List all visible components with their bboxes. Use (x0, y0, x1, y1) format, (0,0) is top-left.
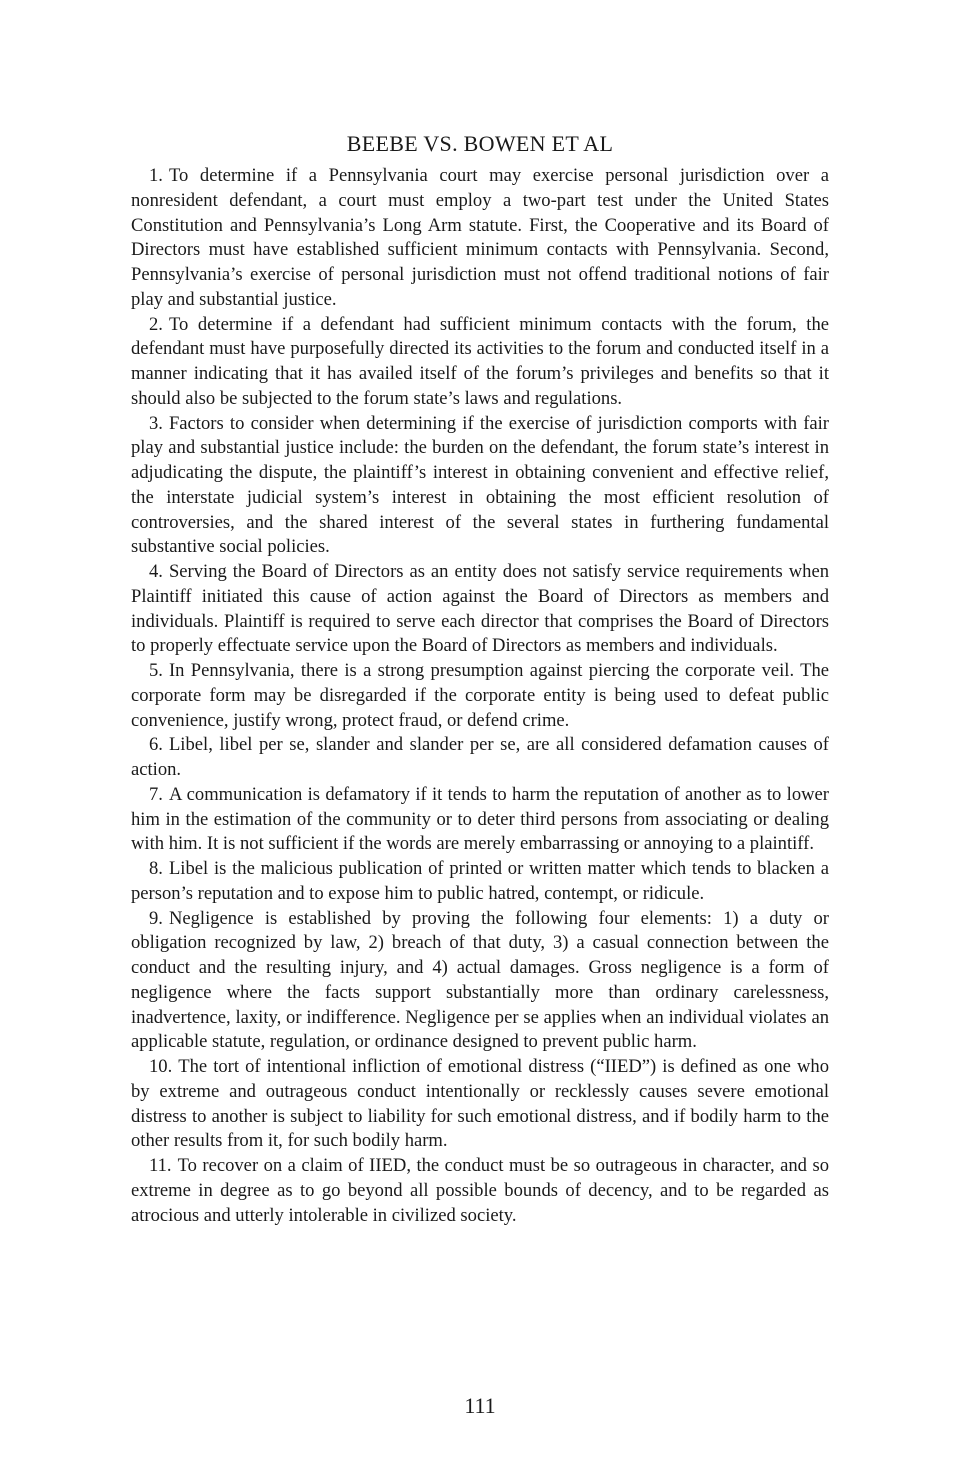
headnote-number: 10. (149, 1056, 173, 1077)
headnote-11 (131, 1154, 829, 1228)
headnote-text: A communication is defamatory if it tends to harm the reputation of another as to lower him in the estimation of the community or to deter third persons from associating or dealing with him. It is not sufficient if the words are merely embarrassing or annoying to a plaintiff. (131, 783, 829, 855)
headnote-4 (131, 560, 829, 659)
page-number: 111 (464, 1393, 496, 1418)
headnote-number: 8. (149, 858, 163, 879)
headnote-number: 9. (149, 907, 163, 929)
headnote-number: 1. (149, 165, 163, 186)
headnote-number: 7. (149, 783, 163, 805)
headnote-number: 11. (149, 1155, 172, 1176)
headnotes-list (131, 164, 829, 1228)
headnote-text: Libel is the malicious publication of printed or written matter which tends to blacken a person’s reputation and to expose him to public hatred, contempt, or ridicule. (131, 858, 829, 904)
headnote-10 (131, 1055, 829, 1154)
headnote-text: To determine if a Pennsylvania court may exercise personal jurisdiction over a nonresident defendant, a court must employ a two-part test under the United States Constitution and Pennsylvania’s Long Arm statute. First, the Cooperative and its Board of Directors must have established sufficient minimum contacts with Pennsylvania. Second, Pennsylvania’s exercise of personal jurisdiction must not offend traditional notions of fair play and substantial justice. (131, 165, 829, 310)
headnote-text: In Pennsylvania, there is a strong presumption against piercing the corporate veil. The corporate form may be disregarded if the corporate entity is being used to defeat public convenience, justify wrong, protect fraud, or defend crime. (131, 660, 829, 731)
headnote-text: Negligence is established by proving the following four elements: 1) a duty or obligation recognized by law, 2) breach of that duty, 3) a casual connection between the conduct and the resulting injury, and 4) actual damages. Gross negligence is a form of negligence where the facts support substantially more than ordinary carelessness, inadvertence, laxity, or indifference. Negligence per se applies when an individual violates an applicable statute, regulation, or ordinance designed to prevent public harm. (131, 907, 829, 1053)
headnote-text: The tort of intentional infliction of emotional distress (“IIED”) is defined as one who by extreme and outrageous conduct intentionally or recklessly causes severe emotional distress to another is subject to liability for such emotional distress, and if bodily harm to the other results from it, for such bodily harm. (131, 1056, 829, 1152)
headnote-6 (131, 733, 829, 783)
headnote-number: 2. (149, 313, 163, 335)
headnote-number: 3. (149, 412, 163, 434)
headnote-text: To recover on a claim of IIED, the conduct must be so outrageous in character, and so extreme in degree as to go beyond all possible bounds of decency, and to be regarded as atrocious and utterly intolerable in civilized society. (131, 1155, 829, 1226)
headnote-text: Factors to consider when determining if the exercise of jurisdiction comports with fair play and substantial justice include: the burden on the defendant, the forum state’s interest in adjudicating the dispute, the plaintiff’s interest in obtaining convenient and effective relief, the interstate judicial system’s interest in obtaining the most efficient resolution of controversies, and the shared interest of the several states in furthering fundamental substantive social policies. (131, 412, 829, 558)
headnote-7 (131, 783, 829, 857)
headnote-text: Serving the Board of Directors as an entity does not satisfy service requirements when Plaintiff initiated this cause of action against the Board of Directors as members and individuals. Plaintiff is required to serve each director that comprises the Board of Directors to properly effectuate service upon the Board of Directors as members and individuals. (131, 561, 829, 657)
headnote-8 (131, 857, 829, 907)
headnote-2 (131, 313, 829, 412)
headnote-text: Libel, libel per se, slander and slander per se, are all considered defamation causes of action. (131, 734, 829, 780)
headnote-text: To determine if a defendant had sufficient minimum contacts with the forum, the defendant must have purposefully directed its activities to the forum and conducted itself in a manner indicating that it has availed itself of the forum’s privileges and benefits so that it should also be subjected to the forum state’s laws and regulations. (131, 313, 829, 409)
running-head: BEEBE VS. BOWEN ET AL (346, 131, 614, 156)
headnote-9 (131, 907, 829, 1056)
headnote-number: 4. (149, 561, 163, 582)
page-body (131, 130, 829, 1228)
headnote-5 (131, 659, 829, 733)
headnote-number: 6. (149, 734, 163, 756)
headnote-3 (131, 412, 829, 561)
headnote-1 (131, 164, 829, 313)
headnote-number: 5. (149, 660, 163, 681)
